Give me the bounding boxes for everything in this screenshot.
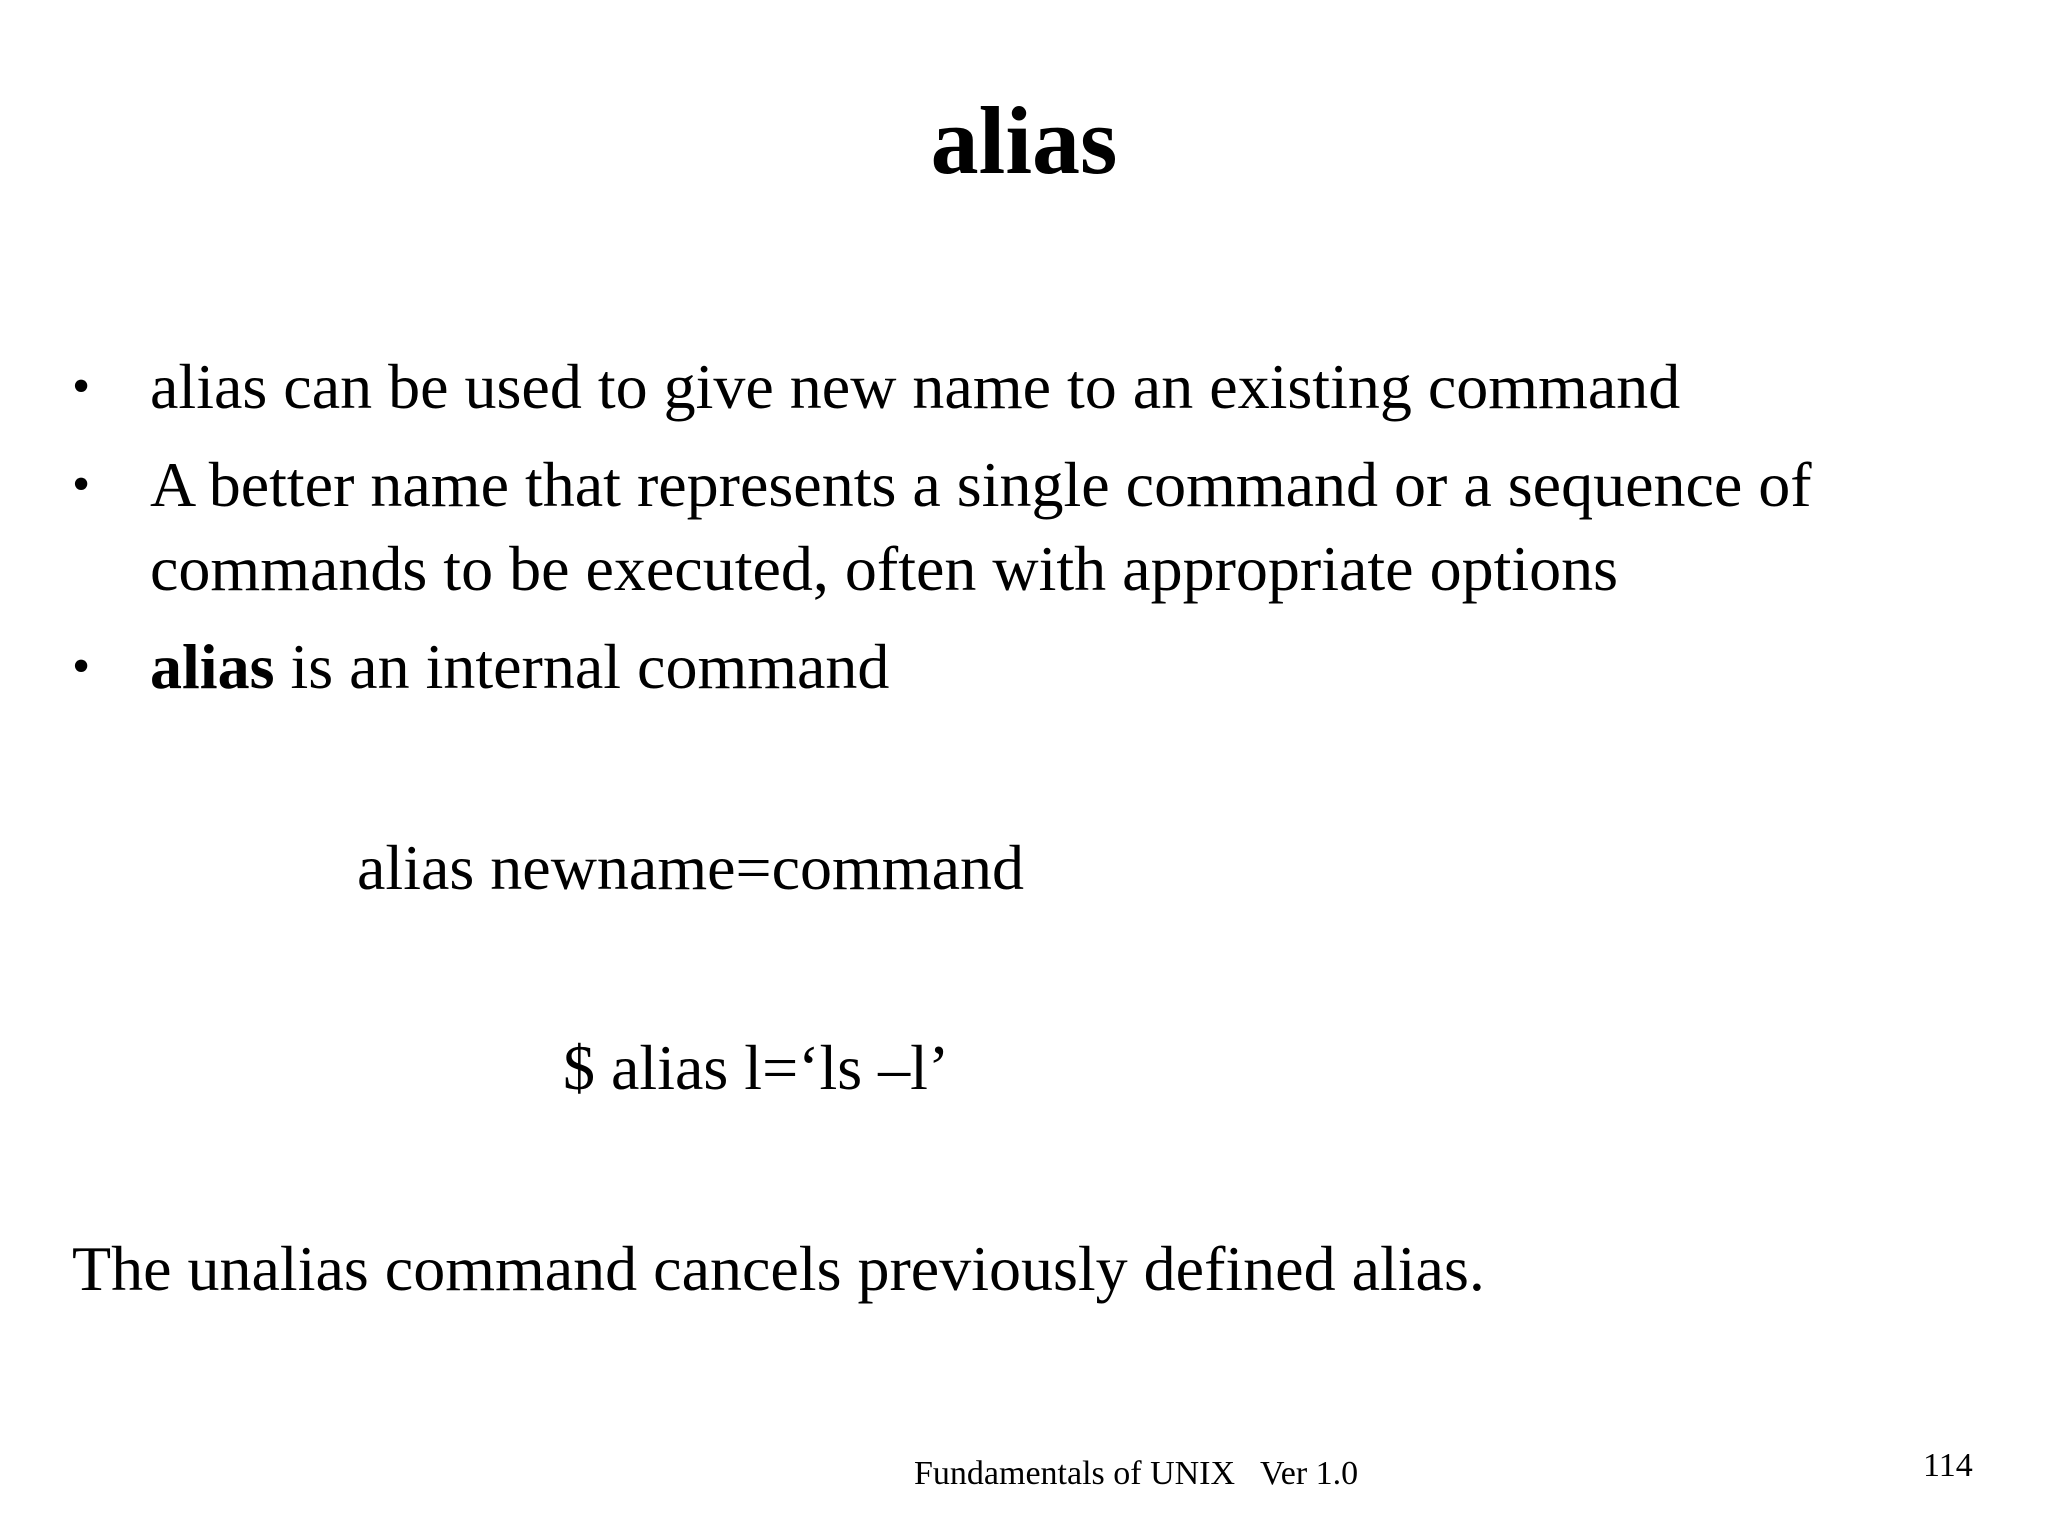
- bullet-text: is an internal command: [274, 631, 890, 702]
- bullet-text: A better name that represents a single command or a sequence of commands to be executed, often with appropriate options: [150, 449, 1812, 604]
- bullet-text: alias can be used to give new name to an existing command: [150, 351, 1681, 422]
- unalias-note: The unalias command cancels previously defined alias.: [72, 1233, 1485, 1304]
- bullet-icon: •: [72, 358, 91, 415]
- slide-footer: Fundamentals of UNIX Ver 1.0: [914, 1455, 1359, 1492]
- bullet-bold-term: alias: [150, 631, 275, 702]
- syntax-line: alias newname=command: [357, 832, 1024, 903]
- bullet-item: [72, 345, 1992, 429]
- bullet-icon: •: [72, 456, 91, 513]
- bullet-item: [72, 443, 1992, 611]
- bullet-item: [72, 625, 1992, 709]
- slide-title: alias: [930, 87, 1118, 194]
- bullet-icon: •: [72, 638, 91, 695]
- bullet-list: [72, 345, 1992, 723]
- example-command: $ alias l=‘ls –l’: [563, 1032, 950, 1103]
- page-number: 114: [1923, 1447, 1973, 1484]
